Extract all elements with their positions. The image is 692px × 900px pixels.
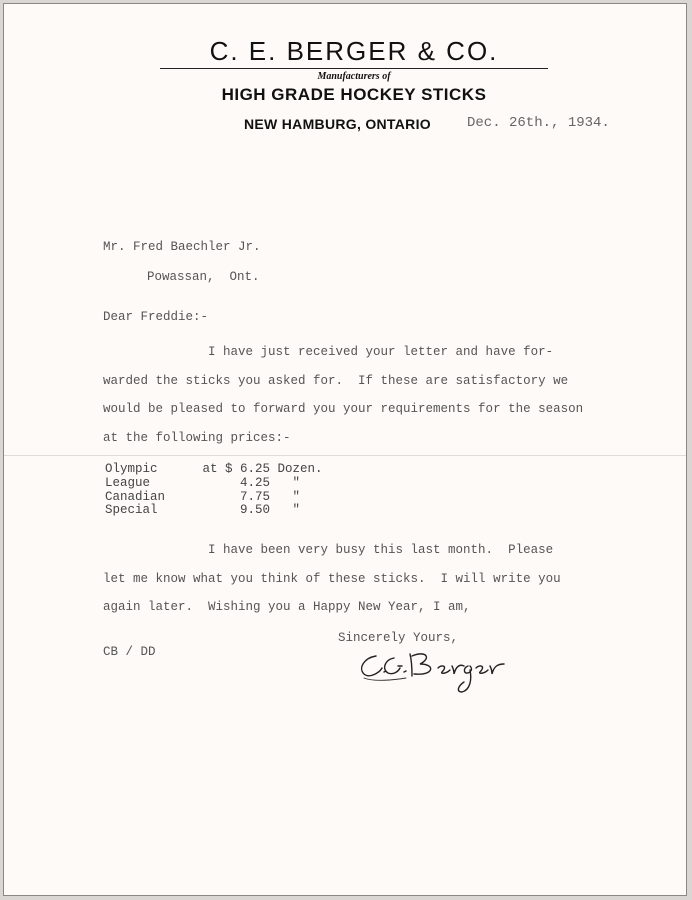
company-city: NEW HAMBURG, ONTARIO <box>244 116 431 132</box>
closing: Sincerely Yours, <box>338 631 459 645</box>
salutation: Dear Freddie:- <box>103 310 209 324</box>
letter-date: Dec. 26th., 1934. <box>467 115 610 131</box>
recipient-name: Mr. Fred Baechler Jr. <box>103 240 261 254</box>
typist-initials: CB / DD <box>103 645 156 659</box>
body-paragraph-2: I have been very busy this last month. Please let me know what you think of these sticks. I will write you again later. Wishing you a Happy New Year, I am, <box>103 543 561 615</box>
paper-fold-line <box>4 455 686 456</box>
recipient-place: Powassan, Ont. <box>147 270 260 284</box>
price-list: Olympic at $ 6.25 Dozen. League 4.25 " Canadian 7.75 " Special 9.50 " <box>105 462 323 518</box>
product-line: HIGH GRADE HOCKEY STICKS <box>221 85 487 104</box>
manufacturers-of-label: Manufacturers of <box>317 71 391 82</box>
body-paragraph-1: I have just received your letter and have for- warded the sticks you asked for. If these are satisfactory we would be pleased to forward you your requirements for the season at the following prices:- <box>103 345 584 445</box>
letter-page <box>3 3 687 896</box>
company-name: C. E. BERGER & CO. <box>160 36 548 69</box>
signature <box>354 644 524 699</box>
letterhead <box>156 36 552 106</box>
